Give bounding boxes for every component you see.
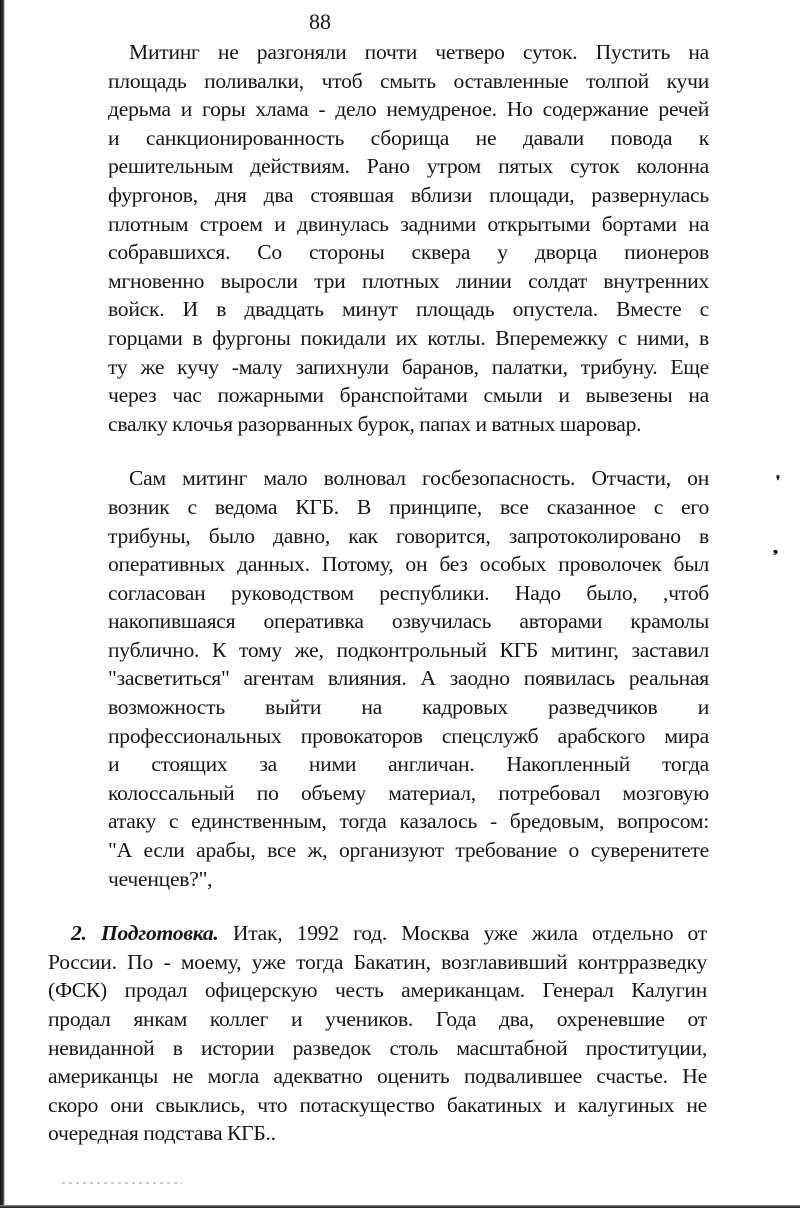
text-line: возник с ведома КГБ. В принципе, все сказанное с его <box>108 494 709 519</box>
text-line: через час пожарными бранспойтами смыли и вывезены на <box>108 383 709 408</box>
text-line: площадь поливалки, чтоб смыть оставленные толпой кучи <box>108 68 709 93</box>
section-first-line <box>48 919 707 948</box>
text-line: согласован руководством республики. Надо было, ,чтоб <box>108 580 709 605</box>
margin-ink-mark: ❜ <box>776 473 781 488</box>
text-line: и стоящих за ними англичан. Накопленный тогда <box>108 752 709 777</box>
text-line: собравшихся. Со стороны сквера у дворца пионеров <box>108 240 709 265</box>
text-line: американцы не могла адекватно оценить подвалившее счастье. Не <box>48 1064 707 1089</box>
text-line: Сам митинг мало волновал госбезопасность. Отчасти, он <box>129 466 709 491</box>
text-line: возможность выйти на кадровых разведчиков и <box>108 695 709 720</box>
paragraph-1 <box>108 38 709 438</box>
text-line: публично. К тому же, подконтрольный КГБ митинг, заставил <box>108 637 709 662</box>
text-line: оперативных данных. Потому, он без особых проволочек был <box>108 552 709 577</box>
text-line: решительным действиям. Рано утром пятых суток колонна <box>108 154 709 179</box>
section-heading: 2. Подготовка. <box>71 921 219 946</box>
text-line: фургонов, дня два стоявшая вблизи площади, развернулась <box>108 182 709 207</box>
text-line: "засветиться" агентам влияния. А заодно появилась реальная <box>108 666 709 691</box>
text-line: ту же кучу -малу запихнули баранов, палатки, трибуну. Еще <box>108 354 709 379</box>
text-line: "А если арабы, все ж, организуют требование о суверенитете <box>108 838 709 863</box>
text-line: трибуны, было давно, как говорится, запротоколировано в <box>108 523 709 548</box>
text-line: свалку клочья разорванных бурок, папах и ватных шаровар. <box>108 411 642 436</box>
text-line: плотным строем и двинулась задними открытыми бортами на <box>108 211 709 236</box>
text-line: атаку с единственным, тогда казалось - бредовым, вопросом: <box>108 809 709 834</box>
text-fragment: Итак, 1992 год. Москва уже жила отдельно от <box>232 921 707 946</box>
text-line: (ФСК) продал офицерскую честь американцам. Генерал Калугин <box>48 978 707 1003</box>
text-line: мгновенно выросли три плотных линии солдат внутренних <box>108 268 709 293</box>
text-line: очередная подстава КГБ.. <box>48 1121 276 1146</box>
text-line: России. По - моему, уже тогда Бакатин, возглавивший контрразведку <box>48 949 707 974</box>
text-line: Митинг не разгоняли почти четверо суток. Пустить на <box>129 40 709 64</box>
paragraph-3-section <box>48 919 707 1148</box>
text-line: дерьма и горы хлама - дело немудреное. Но содержание речей <box>108 97 709 122</box>
text-line: колоссальный по объему материал, потребовал мозговую <box>108 780 709 805</box>
margin-ink-mark: ❟ <box>773 540 779 555</box>
text-line: горцами в фургоны покидали их котлы. Вперемежку с ними, в <box>108 325 709 350</box>
scan-artifact-dots <box>62 1182 182 1184</box>
text-line: продал янкам коллег и учеников. Года два, охреневшие от <box>48 1007 707 1031</box>
text-line: невиданной в истории разведок столь масштабной проституции, <box>48 1035 707 1060</box>
text-line: накопившаяся оперативка озвучилась авторами крамолы <box>108 609 709 634</box>
text-line: скоро они свыклись, что потаскущество бакатиных и калугиных не <box>48 1092 707 1117</box>
text-line: профессиональных провокаторов спецслужб арабского мира <box>108 723 709 748</box>
text-line: чеченцев?", <box>108 866 213 891</box>
paragraph-2 <box>108 464 709 893</box>
text-line: войск. И в двадцать минут площадь опустела. Вместе с <box>108 297 709 322</box>
page-number: 88 <box>309 9 331 34</box>
text-line: и санкционированность сборища не давали повода к <box>108 125 709 150</box>
